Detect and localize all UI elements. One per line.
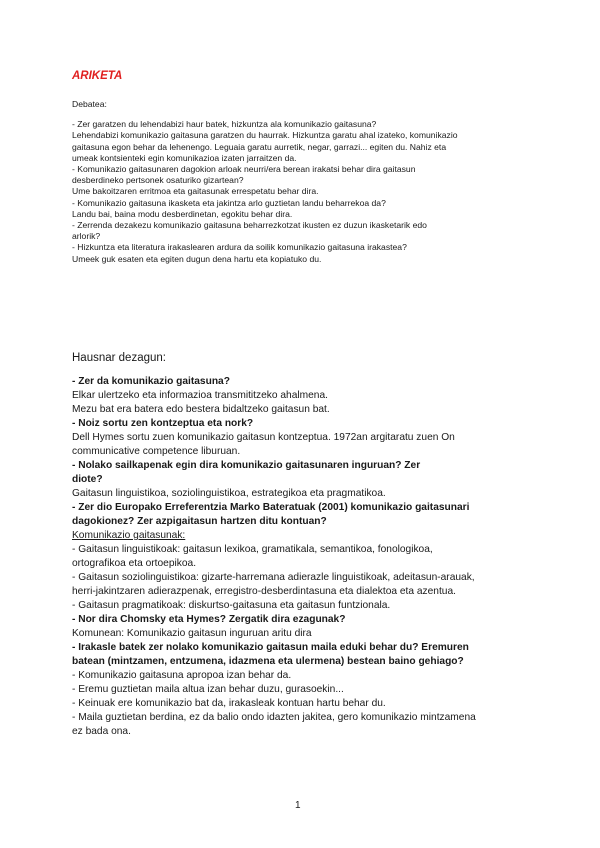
- answer-line: Dell Hymes sortu zuen komunikazio gaitasun kontzeptua. 1972an argitaratu zuen On: [72, 432, 455, 443]
- question-line: - Zer dio Europako Erreferentzia Marko Bateratuak (2001) komunikazio gaitasunari: [72, 502, 470, 513]
- answer-line: - Keinuak ere komunikazio bat da, irakasleak kontuan hartu behar du.: [72, 698, 386, 709]
- question-line: - Irakasle batek zer nolako komunikazio gaitasun maila eduki behar du? Eremuren: [72, 642, 469, 653]
- hausnar-section: [72, 351, 532, 739]
- question-line: diote?: [72, 474, 103, 485]
- answer-line: - Gaitasun soziolinguistikoa: gizarte-harremana adierazle linguistikoak, adeitasun-arauak,: [72, 572, 475, 583]
- answer-line: - Gaitasun linguistikoak: gaitasun lexikoa, gramatikala, semantikoa, fonologikoa,: [72, 544, 433, 555]
- answer-line: - Eremu guztietan maila altua izan behar duzu, gurasoekin...: [72, 684, 344, 695]
- hausnar-heading: Hausnar dezagun:: [72, 352, 166, 364]
- page-number: 1: [295, 800, 301, 811]
- question-line: - Nor dira Chomsky eta Hymes? Zergatik dira ezagunak?: [72, 614, 346, 625]
- debate-line: Landu bai, baina modu desberdinetan, egokitu behar dira.: [72, 208, 293, 219]
- answer-line: Mezu bat era batera edo bestera bidaltzeko gaitasun bat.: [72, 404, 330, 415]
- debate-line: Ume bakoitzaren erritmoa eta gaitasunak errespetatu behar dira.: [72, 186, 319, 197]
- debate-line: - Komunikazio gaitasuna ikasketa eta jakintza arlo guztietan landu beharrekoa da?: [72, 197, 386, 208]
- debate-line: - Komunikazio gaitasunaren dagokion arloak neurri/era berean irakatsi behar dira gaitasun: [72, 164, 416, 175]
- answer-line: Komunean: Komunikazio gaitasun inguruan aritu dira: [72, 628, 312, 639]
- question-line: - Noiz sortu zen kontzeptua eta nork?: [72, 418, 254, 429]
- subheading-line: Komunikazio gaitasunak:: [72, 530, 186, 541]
- question-line: - Nolako sailkapenak egin dira komunikazio gaitasunaren inguruan? Zer: [72, 460, 421, 471]
- answer-line: Elkar ulertzeko eta informazioa transmititzeko ahalmena.: [72, 390, 328, 401]
- debate-line: desberdineko pertsonek osaturiko gizartean?: [72, 175, 244, 186]
- question-line: batean (mintzamen, entzumena, idazmena eta ulermena) bestean baino gehiago?: [72, 656, 464, 667]
- debate-label: Debatea:: [72, 99, 107, 109]
- debate-line: - Zerrenda dezakezu komunikazio gaitasuna beharrezkotzat ikusten ez duzun ikasketarik edo: [72, 220, 427, 231]
- answer-line: ortografikoa eta ortoepikoa.: [72, 558, 197, 569]
- debate-line: - Zer garatzen du lehendabizi haur batek, hizkuntza ala komunikazio gaitasuna?: [72, 119, 377, 130]
- debate-line: arlorik?: [72, 231, 101, 242]
- answer-line: - Gaitasun pragmatikoak: diskurtso-gaitasuna eta gaitasun funtzionala.: [72, 600, 391, 611]
- answer-line: ez bada ona.: [72, 726, 131, 737]
- debate-line: umeak kontsienteki egin komunikazioa izaten jarraitzen da.: [72, 152, 297, 163]
- answer-line: herri-jakintzaren adierazpenak, erregistro-desberdintasuna eta dialektoa eta azentua.: [72, 586, 456, 597]
- question-line: - Zer da komunikazio gaitasuna?: [72, 376, 230, 387]
- page-title: ARIKETA: [72, 70, 123, 82]
- debate-line: - Hizkuntza eta literatura irakaslearen ardura da soilik komunikazio gaitasuna irakastea?: [72, 242, 407, 253]
- debate-line: Umeek guk esaten eta egiten dugun dena hartu eta kopiatuko du.: [72, 253, 322, 264]
- answer-line: Gaitasun linguistikoa, soziolinguistikoa, estrategikoa eta pragmatikoa.: [72, 488, 386, 499]
- debate-section: [72, 99, 532, 265]
- answer-line: - Maila guztietan berdina, ez da balio ondo idazten jakitea, gero komunikazio mintzamena: [72, 712, 476, 723]
- debate-line: gaitasuna egon behar da lehenengo. Leguaia garatu aurretik, negar, garrazi... egiten du. Nahiz eta: [72, 141, 447, 152]
- debate-line: Lehendabizi komunikazio gaitasuna garatzen du haurrak. Hizkuntza garatu ahal izateko, komunikazio: [72, 130, 458, 141]
- answer-line: - Komunikazio gaitasuna apropoa izan behar da.: [72, 670, 292, 681]
- question-line: dagokionez? Zer azpigaitasun hartzen ditu kontuan?: [72, 516, 327, 527]
- answer-line: communicative competence liburuan.: [72, 446, 241, 457]
